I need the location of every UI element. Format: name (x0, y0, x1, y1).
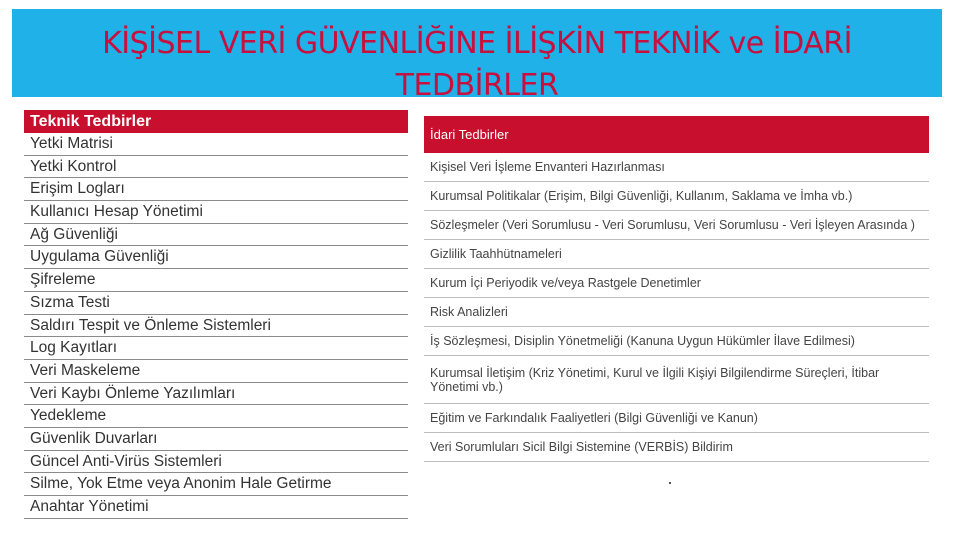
title-line-1: KİŞİSEL VERİ GÜVENLİĞİNE İLİŞKİN TEKNİK ve İDARİ (102, 26, 852, 61)
technical-measure-item: Yetki Kontrol (24, 156, 408, 179)
technical-measure-item: Erişim Logları (24, 178, 408, 201)
administrative-measure-item: Kişisel Veri İşleme Envanteri Hazırlanması (424, 153, 929, 182)
title-line-2: TEDBİRLER (395, 68, 559, 103)
administrative-measures-header: İdari Tedbirler (424, 116, 929, 153)
administrative-measures-table (424, 116, 929, 462)
stray-dot (669, 482, 671, 484)
technical-measure-item: Güvenlik Duvarları (24, 428, 408, 451)
administrative-measure-item: Kurum İçi Periyodik ve/veya Rastgele Denetimler (424, 269, 929, 298)
technical-measure-item: Yetki Matrisi (24, 133, 408, 156)
administrative-measure-item: Veri Sorumluları Sicil Bilgi Sistemine (VERBİS) Bildirim (424, 433, 929, 462)
page-title (12, 23, 942, 107)
administrative-measure-item: Risk Analizleri (424, 298, 929, 327)
technical-measure-item: Saldırı Tespit ve Önleme Sistemleri (24, 315, 408, 338)
title-banner (12, 9, 942, 103)
technical-measure-item: Veri Kaybı Önleme Yazılımları (24, 383, 408, 406)
administrative-measure-item: Kurumsal Politikalar (Erişim, Bilgi Güvenliği, Kullanım, Saklama ve İmha vb.) (424, 182, 929, 211)
technical-measures-header: Teknik Tedbirler (24, 110, 408, 133)
administrative-measure-item: Eğitim ve Farkındalık Faaliyetleri (Bilgi Güvenliği ve Kanun) (424, 404, 929, 433)
administrative-measure-item: Sözleşmeler (Veri Sorumlusu - Veri Sorumlusu, Veri Sorumlusu - Veri İşleyen Arasında ) (424, 211, 929, 240)
technical-measure-item: Veri Maskeleme (24, 360, 408, 383)
technical-measures-table (24, 110, 408, 519)
technical-measure-item: Uygulama Güvenliği (24, 246, 408, 269)
technical-measure-item: Ağ Güvenliği (24, 224, 408, 247)
administrative-measure-item: İş Sözleşmesi, Disiplin Yönetmeliği (Kanuna Uygun Hükümler İlave Edilmesi) (424, 327, 929, 356)
technical-measure-item: Silme, Yok Etme veya Anonim Hale Getirme (24, 473, 408, 496)
technical-measure-item: Güncel Anti-Virüs Sistemleri (24, 451, 408, 474)
technical-measure-item: Yedekleme (24, 405, 408, 428)
administrative-measure-item: Gizlilik Taahhütnameleri (424, 240, 929, 269)
technical-measure-item: Sızma Testi (24, 292, 408, 315)
technical-measure-item: Şifreleme (24, 269, 408, 292)
technical-measure-item: Log Kayıtları (24, 337, 408, 360)
technical-measure-item: Anahtar Yönetimi (24, 496, 408, 519)
technical-measure-item: Kullanıcı Hesap Yönetimi (24, 201, 408, 224)
administrative-measure-item: Kurumsal İletişim (Kriz Yönetimi, Kurul ve İlgili Kişiyi Bilgilendirme Süreçleri, İtibar Yönetimi vb.) (424, 356, 929, 404)
